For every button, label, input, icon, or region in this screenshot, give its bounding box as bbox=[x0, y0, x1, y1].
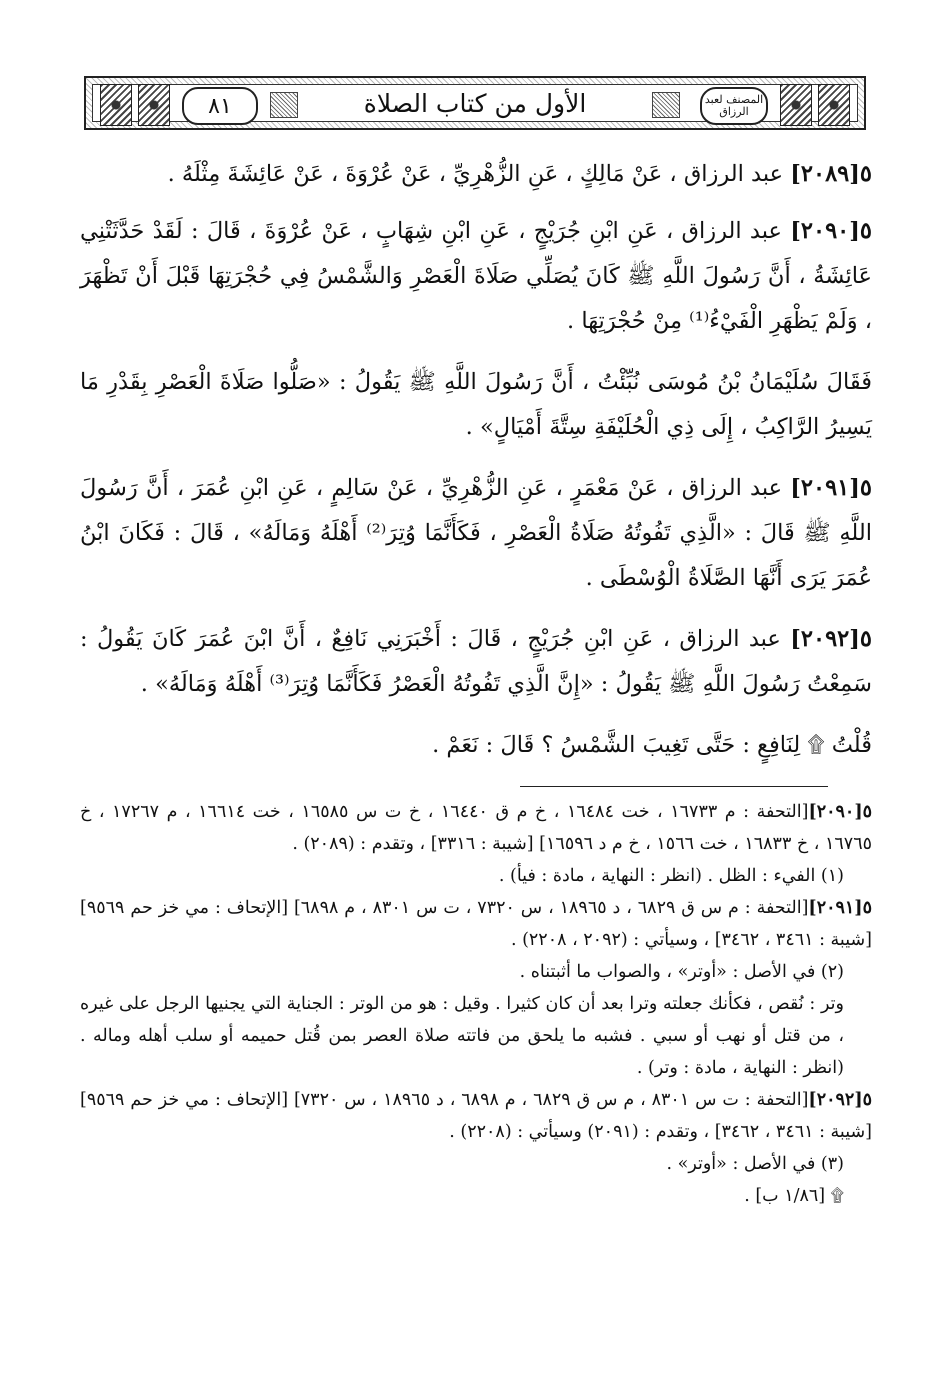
footnote-text: [التحفة : م س ق ٦٨٢٩ ، د ١٨٩٦٥ ، س ٧٣٢٠ ، ت س ٨٣٠١ ، م ٦٨٩٨] [الإتحاف : مي خز حم ٩٥٦٩] [شيبة : ٣٤٦١ ، ٣٤٦٢] ، وسيأتي : (٢٠٩٢ ، ٢٢٠٨) . bbox=[80, 898, 872, 950]
main-text bbox=[80, 152, 872, 780]
hadith-number: ٥[٢٠٩١] bbox=[790, 475, 872, 501]
footnotes bbox=[80, 796, 872, 1212]
hadith-number: ٥[٢٠٨٩] bbox=[790, 161, 872, 187]
footnote-text: [التحفة : م ١٦٧٣٣ ، خت ١٦٤٨٤ ، خ م ق ١٦٤٤٠ ، خ ت س ١٦٥٨٥ ، خت ١٦٦١٤ ، م ١٧٢٦٧ ، خ ١٦٧٦٥ ، خ ١٦٨٣٣ ، خت ١٥٦٦ ، خ م د ١٦٥٩٦] [شيبة : ٣٣١٦] ، وتقدم : (٢٠٨٩) . bbox=[80, 802, 872, 854]
footnote-text: (٣) في الأصل : «أوتر» . bbox=[666, 1154, 844, 1174]
hadith-text: عبد الرزاق ، عَنِ ابْنِ جُرَيْجٍ ، عَنِ ابْنِ شِهَابٍ ، عَنْ عُرْوَةَ ، قَالَ : لَقَدْ حَدَّثَتْنِي عَائِشَةُ ، أَنَّ رَسُولَ اللَّهِ ﷺ كَانَ يُصَلِّي صَلَاةَ الْعَصْرِ وَالشَّمْسُ فِي حُجْرَتِهَا قَبْلَ أَنْ تَظْهَرَ ، وَلَمْ يَظْهَرِ الْفَيْءُ⁽¹⁾ مِنْ حُجْرَتِهَا . bbox=[80, 218, 872, 334]
footnote-item bbox=[80, 796, 872, 860]
page-number: ٨١ bbox=[182, 87, 258, 125]
hadith-2089 bbox=[80, 152, 872, 197]
hadith-2090-continued bbox=[80, 360, 872, 450]
hadith-number: ٥[٢٠٩٢] bbox=[790, 626, 872, 652]
footnote-separator bbox=[520, 786, 828, 787]
footnote-item bbox=[80, 956, 872, 988]
corner-ornament-icon bbox=[138, 84, 170, 126]
book-logo: المصنف لعبد الرزاق bbox=[700, 87, 768, 125]
footnote-item bbox=[80, 1180, 872, 1212]
corner-ornament-icon bbox=[100, 84, 132, 126]
hadith-number: ٥[٢٠٩٠] bbox=[790, 218, 873, 244]
footnote-item bbox=[80, 892, 872, 956]
hadith-text: عبد الرزاق ، عَنْ مَالِكٍ ، عَنِ الزُّهْرِيِّ ، عَنْ عُرْوَةَ ، عَنْ عَائِشَةَ مِثْلَهُ . bbox=[167, 161, 784, 187]
footnote-text: (٢) في الأصل : «أوتر» ، والصواب ما أثبتناه . bbox=[519, 962, 844, 982]
hadith-2092 bbox=[80, 617, 872, 707]
hadith-text: قُلْتُ ۩ لِنَافِعٍ : حَتَّى تَغِيبَ الشَّمْسُ ؟ قَالَ : نَعَمْ . bbox=[432, 732, 872, 758]
footnote-item bbox=[80, 860, 872, 892]
footnote-number: ٥[٢٠٩٠] bbox=[808, 802, 873, 822]
hadith-2090 bbox=[80, 209, 872, 344]
footnote-text: (١) الفيء : الظل . (انظر : النهاية ، مادة : فيأ) . bbox=[498, 866, 844, 886]
header-ornament-icon bbox=[652, 92, 680, 118]
footnote-item bbox=[80, 988, 872, 1084]
footnote-text: ۩ [١/٨٦ ب] . bbox=[744, 1186, 844, 1206]
footnote-item bbox=[80, 1148, 872, 1180]
footnote-text: [التحفة : ت س ٨٣٠١ ، م س ق ٦٨٢٩ ، م ٦٨٩٨ ، د ١٨٩٦٥ ، س ٧٣٢٠] [الإتحاف : مي خز حم ٩٥٦٩] [شيبة : ٣٤٦١ ، ٣٤٦٢] ، وتقدم : (٢٠٩١) وسيأتي : (٢٢٠٨) . bbox=[80, 1090, 872, 1142]
hadith-text: فَقَالَ سُلَيْمَانُ بْنُ مُوسَى نُبِّئْتُ ، أَنَّ رَسُولَ اللَّهِ ﷺ يَقُولُ : «صَلُّوا صَلَاةَ الْعَصْرِ بِقَدْرِ مَا يَسِيرُ الرَّاكِبُ ، إِلَى ذِي الْحُلَيْفَةِ سِتَّةَ أَمْيَالٍ» . bbox=[80, 369, 872, 440]
running-header bbox=[84, 76, 866, 130]
hadith-2092-continued bbox=[80, 723, 872, 768]
running-title: الأول من كتاب الصلاة bbox=[363, 89, 587, 118]
header-ornament-icon bbox=[270, 92, 298, 118]
corner-ornament-icon bbox=[780, 84, 812, 126]
corner-ornament-icon bbox=[818, 84, 850, 126]
footnote-number: ٥[٢٠٩١] bbox=[808, 898, 872, 918]
hadith-text: عبد الرزاق ، عَنْ مَعْمَرٍ ، عَنِ الزُّهْرِيِّ ، عَنْ سَالِمٍ ، عَنِ ابْنِ عُمَرَ ، أَنَّ رَسُولَ اللَّهِ ﷺ قَالَ : «الَّذِي تَفُوتُهُ صَلَاةُ الْعَصْرِ ، فَكَأَنَّمَا وُتِرَ⁽²⁾ أَهْلَهُ وَمَالَهُ» ، قَالَ : فَكَانَ ابْنُ عُمَرَ يَرَى أَنَّهَا الصَّلَاةُ الْوُسْطَى . bbox=[80, 475, 872, 591]
hadith-2091 bbox=[80, 466, 872, 601]
footnote-text: وتر : نُقص ، فكأنك جعلته وترا بعد أن كان كثيرا . وقيل : هو من الوتر : الجناية التي يجنيها الرجل على غيره ، من قتل أو نهب أو سبي . فشبه ما يلحق من فاتته صلاة العصر بمن قُتل حميمه أو سلب أهله وماله . (انظر : النهاية ، مادة : وتر) . bbox=[80, 994, 844, 1078]
footnote-number: ٥[٢٠٩٢] bbox=[808, 1090, 872, 1110]
hadith-text: عبد الرزاق ، عَنِ ابْنِ جُرَيْجٍ ، قَالَ : أَخْبَرَنِي نَافِعٌ ، أَنَّ ابْنَ عُمَرَ كَانَ يَقُولُ : سَمِعْتُ رَسُولَ اللَّهِ ﷺ يَقُولُ : «إِنَّ الَّذِي تَفُوتُهُ الْعَصْرُ فَكَأَنَّمَا وُتِرَ⁽³⁾ أَهْلَهُ وَمَالَهُ» . bbox=[80, 626, 872, 697]
footnote-item bbox=[80, 1084, 872, 1148]
